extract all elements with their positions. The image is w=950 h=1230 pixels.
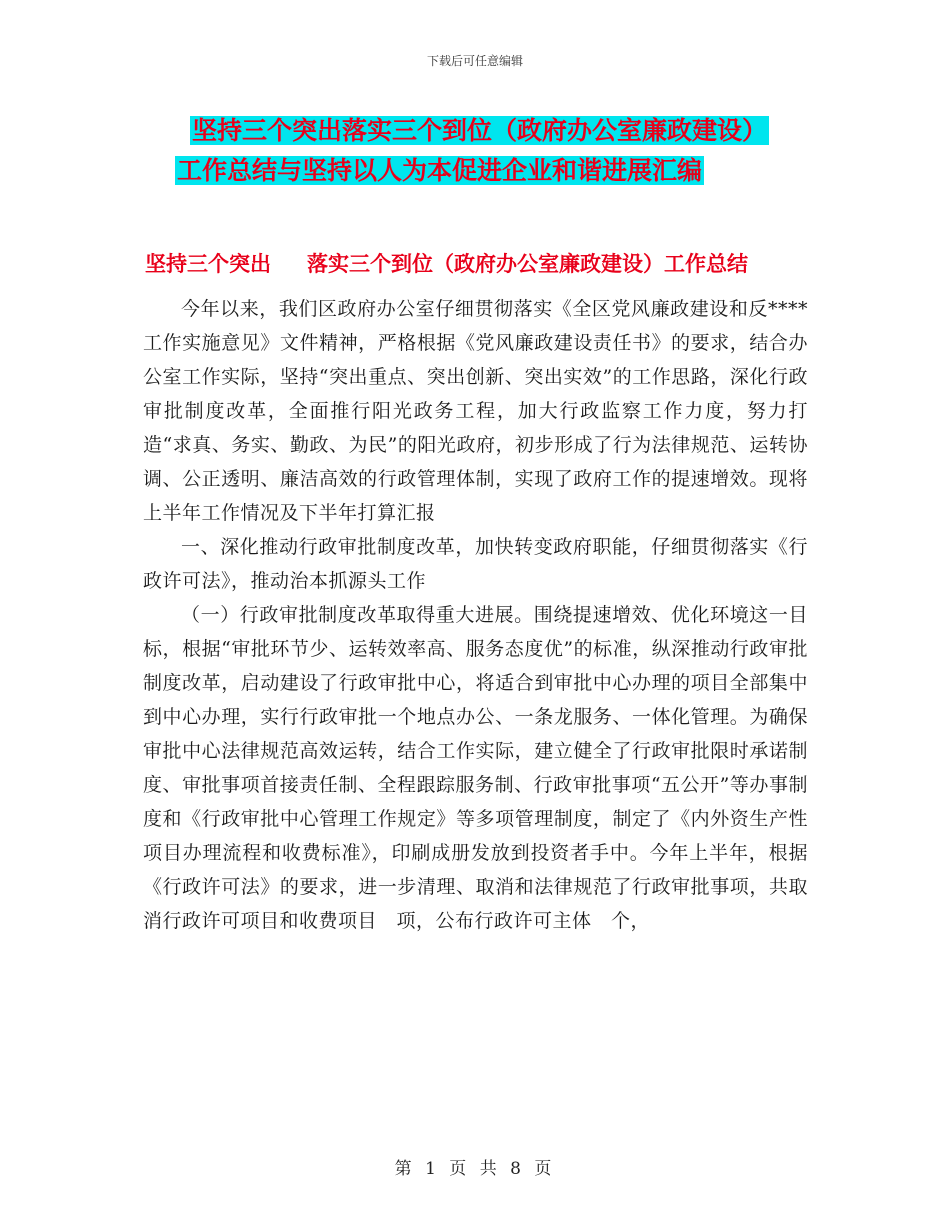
title-highlight-2: 工作总结与坚持以人为本促进企业和谐进展汇编	[177, 156, 703, 185]
paragraph-heading-1: 一、深化推动行政审批制度改革，加快转变政府职能，仔细贯彻落实《行政许可法》，推动治本抓源头工作	[143, 536, 808, 592]
document-body	[143, 292, 808, 938]
header-note: 下载后可任意编辑	[426, 54, 523, 68]
section-title	[145, 248, 825, 278]
document-title-line-1	[190, 112, 830, 150]
page-footer: 第 1 页 共 8 页	[394, 1159, 556, 1179]
document-title-line-2	[175, 152, 815, 190]
section-title-part-1: 坚持三个突出	[145, 252, 271, 276]
paragraph-intro: 今年以来，我们区政府办公室仔细贯彻落实《全区党风廉政建设和反****工作实施意见》文件精神，严格根据《党风廉政建设责任书》的要求，结合办公室工作实际，坚持“突出重点、突出创新、突出实效”的工作思路，深化行政审批制度改革，全面推行阳光政务工程，加大行政监察工作力度，努力打造“求真、务实、勤政、为民”的阳光政府，初步形成了行为法律规范、运转协调、公正透明、廉洁高效的行政管理体制，实现了政府工作的提速增效。现将上半年工作情况及下半年打算汇报	[143, 298, 808, 524]
section-title-part-2: 落实三个到位（政府办公室廉政建设）工作总结	[307, 252, 748, 276]
title-highlight-1: 坚持三个突出落实三个到位（政府办公室廉政建设）	[192, 116, 768, 145]
paragraph-subsection-1: （一）行政审批制度改革取得重大进展。围绕提速增效、优化环境这一目标，根据“审批环节少、运转效率高、服务态度优”的标准，纵深推动行政审批制度改革，启动建设了行政审批中心，将适合到审批中心办理的项目全部集中到中心办理，实行行政审批一个地点办公、一条龙服务、一体化管理。为确保审批中心法律规范高效运转，结合工作实际，建立健全了行政审批限时承诺制度、审批事项首接责任制、全程跟踪服务制、行政审批事项“五公开”等办事制度和《行政审批中心管理工作规定》等多项管理制度，制定了《内外资生产性项目办理流程和收费标准》，印刷成册发放到投资者手中。今年上半年，根据《行政许可法》的要求，进一步清理、取消和法律规范了行政审批事项，共取消行政许可项目和收费项目 项，公布行政许可主体 个，	[143, 604, 808, 932]
